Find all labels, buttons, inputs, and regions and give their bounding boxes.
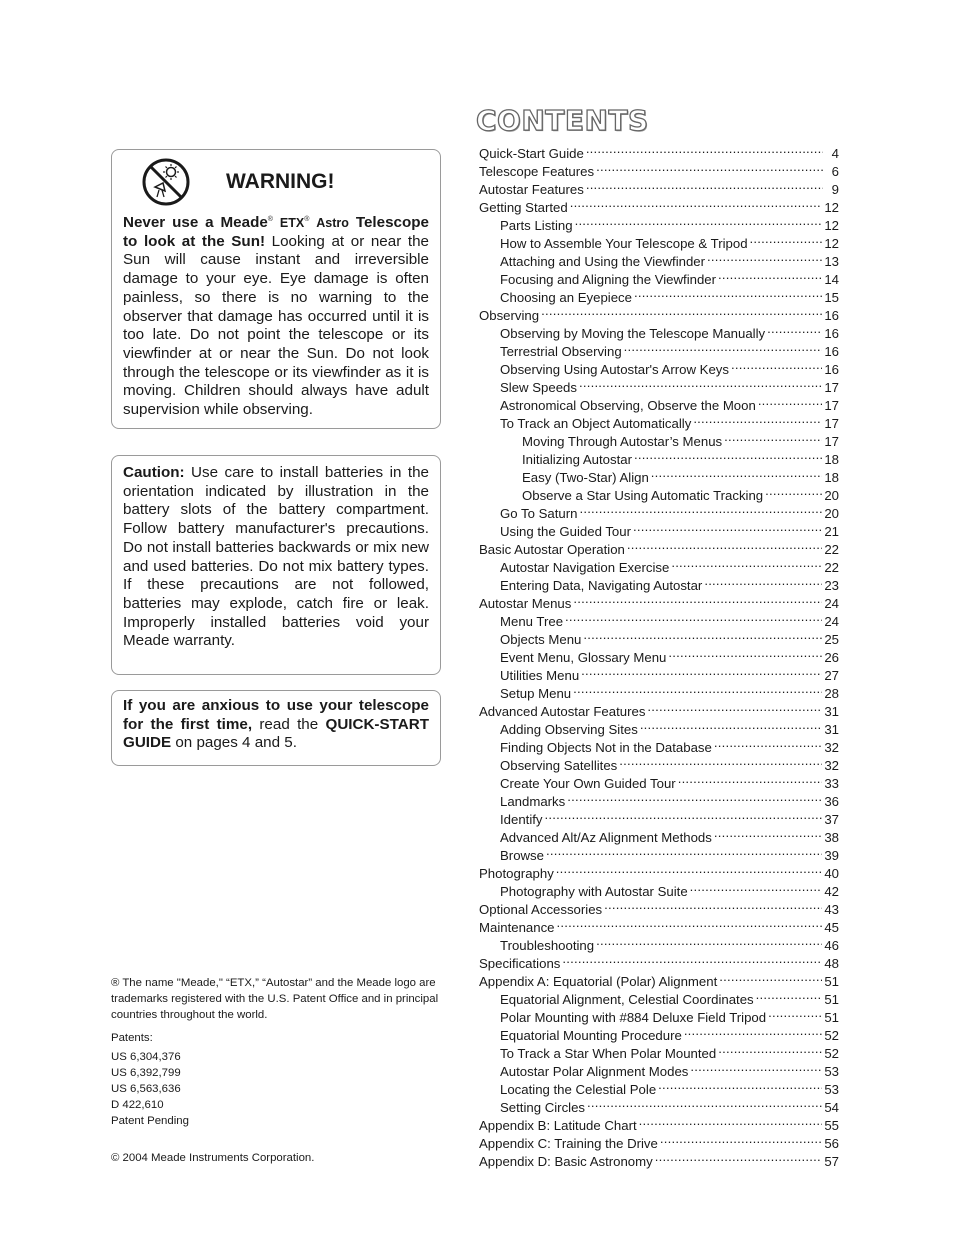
toc-entry-label: Setting Circles bbox=[500, 1100, 586, 1115]
toc-entry-label: Appendix B: Latitude Chart bbox=[479, 1118, 637, 1133]
toc-entry-label: Setup Menu bbox=[500, 686, 572, 701]
toc-entry-page: 21 bbox=[824, 524, 839, 539]
toc-entry[interactable] bbox=[479, 684, 839, 702]
toc-entry-page: 36 bbox=[824, 794, 839, 809]
toc-dot-leader bbox=[586, 144, 823, 158]
toc-entry-label: Observing Satellites bbox=[500, 758, 618, 773]
toc-dot-leader bbox=[724, 432, 822, 446]
toc-entry-label: Autostar Menus bbox=[479, 596, 572, 611]
warning-lead: Never use a Meade bbox=[123, 214, 268, 232]
toc-dot-leader bbox=[758, 396, 823, 410]
note-text-1: read the bbox=[259, 715, 319, 733]
toc-entry-page: 17 bbox=[824, 398, 839, 413]
toc-dot-leader bbox=[690, 882, 823, 896]
toc-dot-leader bbox=[573, 594, 822, 608]
toc-entry[interactable] bbox=[479, 720, 839, 738]
toc-dot-leader bbox=[655, 1152, 823, 1166]
patent-item: US 6,392,799 bbox=[111, 1067, 181, 1079]
toc-entry-label: Attaching and Using the Viewfinder bbox=[500, 254, 706, 269]
toc-dot-leader bbox=[678, 774, 823, 788]
toc-dot-leader bbox=[693, 414, 822, 428]
toc-entry-page: 45 bbox=[824, 920, 839, 935]
toc-entry[interactable] bbox=[479, 612, 839, 630]
toc-entry-label: Autostar Polar Alignment Modes bbox=[500, 1064, 689, 1079]
toc-entry[interactable] bbox=[479, 846, 839, 864]
warning-box bbox=[111, 149, 441, 429]
toc-entry[interactable] bbox=[479, 360, 839, 378]
toc-entry-label: Adding Observing Sites bbox=[500, 722, 638, 737]
toc-dot-leader bbox=[624, 342, 823, 356]
toc-dot-leader bbox=[579, 378, 822, 392]
toc-entry-page: 46 bbox=[824, 938, 839, 953]
toc-entry-label: Moving Through Autostar’s Menus bbox=[522, 434, 723, 449]
caution-label: Caution: bbox=[123, 464, 185, 481]
toc-dot-leader bbox=[640, 720, 823, 734]
toc-entry-label: Go To Saturn bbox=[500, 506, 578, 521]
toc-entry-label: Using the Guided Tour bbox=[500, 524, 631, 539]
toc-entry-page: 51 bbox=[824, 1010, 839, 1025]
toc-entry-page: 23 bbox=[824, 578, 839, 593]
toc-entry-label: Advanced Autostar Features bbox=[479, 704, 646, 719]
warning-text: Never use a Meade® ETX® Astro Telescope to look at the Sun! Looking at or near the Sun will cause instant and irreversible damage to your eye. Eye damage is often painless, so there is no warning to the observer that damage has occurred until it is too late. Do not point the telescope or its viewfinder at or near the Sun. Do not look through the telescope or its viewfinder as it is moving. Children should always have adult supervision while observing. bbox=[123, 214, 429, 419]
toc-entry[interactable] bbox=[479, 486, 839, 504]
toc-entry-page: 9 bbox=[831, 182, 839, 197]
toc-entry[interactable] bbox=[479, 1008, 839, 1026]
toc-dot-leader bbox=[718, 270, 822, 284]
toc-entry-page: 51 bbox=[824, 974, 839, 989]
toc-entry-label: Parts Listing bbox=[500, 218, 573, 233]
note-text-2: on pages 4 and 5. bbox=[175, 734, 297, 752]
toc-entry-page: 17 bbox=[824, 416, 839, 431]
toc-dot-leader bbox=[581, 666, 822, 680]
toc-entry-page: 31 bbox=[824, 722, 839, 737]
toc-dot-leader bbox=[707, 252, 822, 266]
toc-entry-page: 17 bbox=[824, 380, 839, 395]
toc-entry-page: 12 bbox=[824, 218, 839, 233]
toc-entry-page: 51 bbox=[824, 992, 839, 1007]
caution-body-text: Use care to install batteries in the orientation indicated by illustration in the battery slots of the battery compartment. Follow battery manufacturer's precautions. Do not install batteries backwards or mix new and used batteries. Do not mix battery types. If these precautions are not followed, batteries may explode, catch fire or leak. Improperly installed batteries void your Meade warranty. bbox=[123, 464, 429, 650]
toc-entry-page: 32 bbox=[824, 758, 839, 773]
toc-dot-leader bbox=[651, 468, 823, 482]
toc-entry-page: 38 bbox=[824, 830, 839, 845]
toc-dot-leader bbox=[541, 306, 822, 320]
toc-entry-label: Specifications bbox=[479, 956, 561, 971]
toc-dot-leader bbox=[633, 522, 822, 536]
toc-entry[interactable] bbox=[479, 180, 839, 198]
toc-dot-leader bbox=[719, 972, 822, 986]
toc-entry-label: Polar Mounting with #884 Deluxe Field Tripod bbox=[500, 1010, 767, 1025]
toc-entry[interactable] bbox=[479, 306, 839, 324]
toc-entry[interactable] bbox=[479, 810, 839, 828]
toc-dot-leader bbox=[567, 792, 822, 806]
toc-entry[interactable] bbox=[479, 342, 839, 360]
warning-body-text: Looking at or near the Sun will cause instant and irreversible damage to your eye. Eye damage is often painless, so there is no warning to the observer that damage has occurred until it is too late. Do not point the telescope or its viewfinder at or near the Sun. Do not look through the telescope or its viewfinder as it is moving. Children should always have adult supervision while observing. bbox=[123, 232, 429, 419]
toc-entry[interactable] bbox=[479, 990, 839, 1008]
toc-dot-leader bbox=[718, 1044, 822, 1058]
toc-entry-label: Autostar Features bbox=[479, 182, 584, 197]
toc-entry-page: 56 bbox=[824, 1136, 839, 1151]
patents-list bbox=[111, 1030, 443, 1129]
toc-entry-page: 53 bbox=[824, 1082, 839, 1097]
toc-entry-label: Terrestrial Observing bbox=[500, 344, 622, 359]
toc-entry-label: Slew Speeds bbox=[500, 380, 577, 395]
caution-box bbox=[111, 455, 441, 675]
toc-entry[interactable] bbox=[479, 1152, 839, 1170]
toc-dot-leader bbox=[587, 1098, 822, 1112]
toc-dot-leader bbox=[596, 162, 823, 176]
toc-entry[interactable] bbox=[479, 918, 839, 936]
toc-entry[interactable] bbox=[479, 558, 839, 576]
toc-entry-page: 20 bbox=[824, 488, 839, 503]
toc-dot-leader bbox=[639, 1116, 823, 1130]
toc-dot-leader bbox=[750, 234, 823, 248]
warning-title: WARNING! bbox=[226, 170, 335, 193]
toc-entry-page: 17 bbox=[824, 434, 839, 449]
toc-entry[interactable] bbox=[479, 504, 839, 522]
toc-dot-leader bbox=[556, 864, 823, 878]
toc-dot-leader bbox=[634, 450, 822, 464]
toc-entry[interactable] bbox=[479, 1044, 839, 1062]
toc-entry-label: Observing bbox=[479, 308, 540, 323]
quick-start-note-box bbox=[111, 690, 441, 766]
toc-entry-page: 53 bbox=[824, 1064, 839, 1079]
toc-dot-leader bbox=[586, 180, 823, 194]
patent-item: US 6,304,376 bbox=[111, 1051, 181, 1063]
toc-dot-leader bbox=[619, 756, 822, 770]
toc-entry[interactable] bbox=[479, 666, 839, 684]
toc-entry[interactable] bbox=[479, 792, 839, 810]
toc-entry[interactable] bbox=[479, 576, 839, 594]
toc-dot-leader bbox=[767, 324, 822, 338]
toc-entry-label: Equatorial Mounting Procedure bbox=[500, 1028, 682, 1043]
toc-entry-label: Finding Objects Not in the Database bbox=[500, 740, 712, 755]
toc-dot-leader bbox=[660, 1134, 822, 1148]
toc-entry-page: 33 bbox=[824, 776, 839, 791]
toc-entry-label: Locating the Celestial Pole bbox=[500, 1082, 657, 1097]
toc-entry-label: Initializing Autostar bbox=[522, 452, 632, 467]
toc-entry-page: 57 bbox=[824, 1154, 839, 1169]
toc-entry-page: 16 bbox=[824, 326, 839, 341]
patents-label: Patents: bbox=[111, 1032, 153, 1044]
toc-entry-label: Appendix C: Training the Drive bbox=[479, 1136, 658, 1151]
contents-title: CONTENTS bbox=[476, 104, 649, 137]
toc-entry[interactable] bbox=[479, 1098, 839, 1116]
toc-dot-leader bbox=[596, 936, 822, 950]
toc-entry-page: 16 bbox=[824, 344, 839, 359]
toc-entry[interactable] bbox=[479, 270, 839, 288]
toc-entry-page: 24 bbox=[824, 596, 839, 611]
toc-dot-leader bbox=[756, 990, 823, 1004]
toc-dot-leader bbox=[570, 198, 823, 212]
table-of-contents bbox=[479, 144, 839, 1170]
toc-entry-label: Troubleshooting bbox=[500, 938, 595, 953]
toc-entry-page: 22 bbox=[824, 560, 839, 575]
toc-entry[interactable] bbox=[479, 864, 839, 882]
toc-entry[interactable] bbox=[479, 378, 839, 396]
toc-dot-leader bbox=[604, 900, 822, 914]
toc-entry-label: Photography bbox=[479, 866, 554, 881]
toc-entry[interactable] bbox=[479, 522, 839, 540]
toc-entry[interactable] bbox=[479, 1116, 839, 1134]
toc-entry-page: 32 bbox=[824, 740, 839, 755]
patent-item: Patent Pending bbox=[111, 1115, 189, 1127]
toc-entry-label: Observing Using Autostar's Arrow Keys bbox=[500, 362, 729, 377]
toc-entry[interactable] bbox=[479, 468, 839, 486]
toc-entry-page: 12 bbox=[824, 200, 839, 215]
toc-entry[interactable] bbox=[479, 738, 839, 756]
toc-entry-label: Choosing an Eyepiece bbox=[500, 290, 632, 305]
toc-entry-label: To Track an Object Automatically bbox=[500, 416, 692, 431]
toc-entry-label: Advanced Alt/Az Alignment Methods bbox=[500, 830, 712, 845]
toc-entry-page: 52 bbox=[824, 1028, 839, 1043]
toc-entry-page: 15 bbox=[824, 290, 839, 305]
toc-entry-label: To Track a Star When Polar Mounted bbox=[500, 1046, 717, 1061]
patent-item: US 6,563,636 bbox=[111, 1083, 181, 1095]
toc-entry-page: 18 bbox=[824, 452, 839, 467]
brand-etx: ETX bbox=[279, 216, 305, 231]
toc-entry-label: Quick-Start Guide bbox=[479, 146, 584, 161]
toc-dot-leader bbox=[765, 486, 822, 500]
toc-entry[interactable] bbox=[479, 936, 839, 954]
toc-entry-page: 31 bbox=[824, 704, 839, 719]
toc-entry-page: 48 bbox=[824, 956, 839, 971]
no-sun-viewing-icon bbox=[141, 157, 191, 207]
toc-entry[interactable] bbox=[479, 450, 839, 468]
toc-dot-leader bbox=[575, 216, 823, 230]
toc-entry-page: 13 bbox=[824, 254, 839, 269]
toc-entry-page: 4 bbox=[831, 146, 839, 161]
toc-dot-leader bbox=[565, 612, 822, 626]
toc-entry[interactable] bbox=[479, 252, 839, 270]
toc-entry-label: Landmarks bbox=[500, 794, 566, 809]
toc-entry[interactable] bbox=[479, 702, 839, 720]
toc-dot-leader bbox=[573, 684, 822, 698]
toc-entry[interactable] bbox=[479, 1080, 839, 1098]
toc-entry[interactable] bbox=[479, 900, 839, 918]
toc-dot-leader bbox=[579, 504, 822, 518]
toc-entry-label: How to Assemble Your Telescope & Tripod bbox=[500, 236, 748, 251]
toc-entry-page: 18 bbox=[824, 470, 839, 485]
toc-entry[interactable] bbox=[479, 1026, 839, 1044]
toc-entry-label: Optional Accessories bbox=[479, 902, 603, 917]
toc-entry-label: Telescope Features bbox=[479, 164, 595, 179]
toc-entry-label: Entering Data, Navigating Autostar bbox=[500, 578, 703, 593]
toc-dot-leader bbox=[731, 360, 822, 374]
toc-dot-leader bbox=[714, 828, 822, 842]
toc-entry[interactable] bbox=[479, 234, 839, 252]
toc-entry-label: Utilities Menu bbox=[500, 668, 580, 683]
toc-entry[interactable] bbox=[479, 414, 839, 432]
toc-entry-label: Autostar Navigation Exercise bbox=[500, 560, 670, 575]
toc-entry[interactable] bbox=[479, 972, 839, 990]
toc-entry-page: 42 bbox=[824, 884, 839, 899]
toc-dot-leader bbox=[714, 738, 822, 752]
toc-entry-label: Objects Menu bbox=[500, 632, 582, 647]
toc-entry[interactable] bbox=[479, 396, 839, 414]
toc-dot-leader bbox=[634, 288, 822, 302]
toc-entry-page: 28 bbox=[824, 686, 839, 701]
toc-entry-label: Event Menu, Glossary Menu bbox=[500, 650, 667, 665]
toc-entry-page: 14 bbox=[824, 272, 839, 287]
toc-entry-label: Focusing and Aligning the Viewfinder bbox=[500, 272, 717, 287]
toc-dot-leader bbox=[684, 1026, 823, 1040]
toc-dot-leader bbox=[557, 918, 823, 932]
toc-entry-label: Equatorial Alignment, Celestial Coordinates bbox=[500, 992, 754, 1007]
toc-entry[interactable] bbox=[479, 288, 839, 306]
toc-dot-leader bbox=[562, 954, 822, 968]
toc-entry-page: 25 bbox=[824, 632, 839, 647]
toc-dot-leader bbox=[668, 648, 822, 662]
toc-entry[interactable] bbox=[479, 540, 839, 558]
toc-entry[interactable] bbox=[479, 216, 839, 234]
note-bold-2: QUICK-START GUIDE bbox=[123, 715, 429, 752]
toc-entry-label: Observing by Moving the Telescope Manually bbox=[500, 326, 766, 341]
toc-entry[interactable] bbox=[479, 594, 839, 612]
toc-dot-leader bbox=[690, 1062, 822, 1076]
toc-entry[interactable] bbox=[479, 648, 839, 666]
toc-entry-label: Astronomical Observing, Observe the Moon bbox=[500, 398, 756, 413]
toc-entry[interactable] bbox=[479, 630, 839, 648]
toc-entry[interactable] bbox=[479, 756, 839, 774]
note-bold-1: If you are anxious to use your telescope for the first time, bbox=[123, 697, 429, 733]
quick-start-note bbox=[123, 697, 429, 753]
toc-entry[interactable] bbox=[479, 882, 839, 900]
toc-entry-page: 52 bbox=[824, 1046, 839, 1061]
toc-dot-leader bbox=[768, 1008, 822, 1022]
toc-entry-page: 55 bbox=[824, 1118, 839, 1133]
toc-entry-label: Basic Autostar Operation bbox=[479, 542, 625, 557]
toc-entry[interactable] bbox=[479, 324, 839, 342]
toc-entry-page: 37 bbox=[824, 812, 839, 827]
toc-entry[interactable] bbox=[479, 828, 839, 846]
toc-entry-label: Maintenance bbox=[479, 920, 555, 935]
toc-entry[interactable] bbox=[479, 198, 839, 216]
toc-entry-label: Observe a Star Using Automatic Tracking bbox=[522, 488, 764, 503]
toc-dot-leader bbox=[671, 558, 822, 572]
toc-dot-leader bbox=[658, 1080, 822, 1094]
toc-entry-label: Appendix D: Basic Astronomy bbox=[479, 1154, 653, 1169]
toc-entry[interactable] bbox=[479, 1062, 839, 1080]
toc-entry-page: 22 bbox=[824, 542, 839, 557]
toc-entry-page: 6 bbox=[831, 164, 839, 179]
toc-entry-page: 39 bbox=[824, 848, 839, 863]
caution-text bbox=[123, 464, 429, 651]
toc-entry-page: 43 bbox=[824, 902, 839, 917]
toc-entry-page: 24 bbox=[824, 614, 839, 629]
toc-entry-page: 54 bbox=[824, 1100, 839, 1115]
toc-entry-page: 40 bbox=[824, 866, 839, 881]
toc-dot-leader bbox=[647, 702, 822, 716]
toc-entry-label: Photography with Autostar Suite bbox=[500, 884, 688, 899]
toc-entry-page: 27 bbox=[824, 668, 839, 683]
brand-astro: Astro bbox=[316, 216, 349, 231]
toc-entry[interactable] bbox=[479, 432, 839, 450]
toc-dot-leader bbox=[545, 810, 823, 824]
toc-entry[interactable] bbox=[479, 774, 839, 792]
toc-entry-label: Getting Started bbox=[479, 200, 568, 215]
toc-entry-page: 16 bbox=[824, 308, 839, 323]
toc-dot-leader bbox=[704, 576, 822, 590]
toc-entry[interactable] bbox=[479, 1134, 839, 1152]
toc-entry-page: 16 bbox=[824, 362, 839, 377]
toc-entry-label: Identify bbox=[500, 812, 543, 827]
toc-entry-page: 20 bbox=[824, 506, 839, 521]
toc-entry-label: Appendix A: Equatorial (Polar) Alignment bbox=[479, 974, 718, 989]
toc-entry-page: 12 bbox=[824, 236, 839, 251]
toc-entry-page: 26 bbox=[824, 650, 839, 665]
toc-entry[interactable] bbox=[479, 162, 839, 180]
toc-entry-label: Menu Tree bbox=[500, 614, 564, 629]
toc-dot-leader bbox=[583, 630, 822, 644]
toc-dot-leader bbox=[546, 846, 822, 860]
toc-entry[interactable] bbox=[479, 954, 839, 972]
toc-entry[interactable] bbox=[479, 144, 839, 162]
toc-entry-label: Browse bbox=[500, 848, 544, 863]
warning-lead-2: Telescope to look at the Sun! bbox=[123, 214, 429, 250]
toc-entry-label: Create Your Own Guided Tour bbox=[500, 776, 676, 791]
patent-item: D 422,610 bbox=[111, 1099, 164, 1111]
toc-dot-leader bbox=[627, 540, 822, 554]
toc-entry-label: Easy (Two-Star) Align bbox=[522, 470, 649, 485]
trademark-notice: ® The name "Meade," “ETX,” “Autostar” and the Meade logo are trademarks registered with the U.S. Patent Office and in principal countries throughout the world. bbox=[111, 977, 439, 1021]
copyright: © 2004 Meade Instruments Corporation. bbox=[111, 1152, 315, 1164]
